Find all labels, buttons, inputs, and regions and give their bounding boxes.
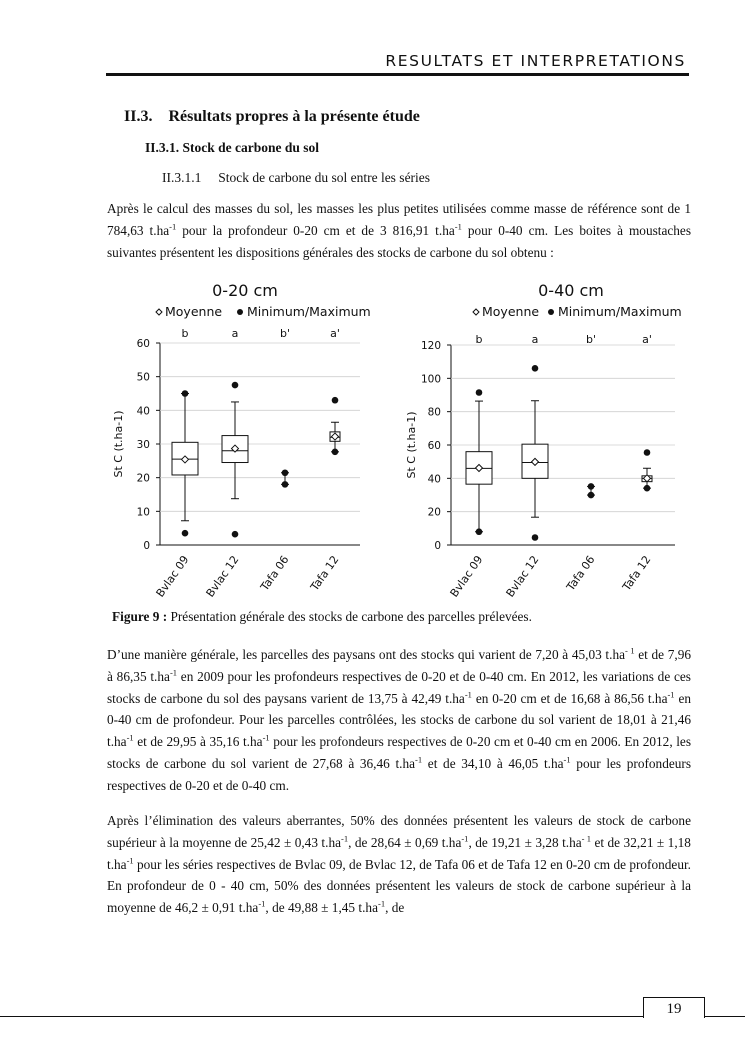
chart-title: 0-20 cm (212, 281, 278, 300)
y-tick-label: 40 (136, 405, 150, 418)
max-point (476, 389, 483, 396)
legend-mean-marker (473, 309, 479, 315)
min-point (532, 534, 539, 541)
min-point (588, 492, 595, 499)
boxplot-chart-0-40cm (403, 280, 693, 605)
figure-caption: Figure 9 : Présentation générale des stocks de carbone des parcelles prélevées. (112, 609, 532, 624)
significance-letter: a' (330, 327, 340, 340)
category-label: Tafa 12 (620, 553, 654, 594)
legend-minmax-label: Minimum/Maximum (558, 304, 682, 319)
significance-letter: b (181, 327, 189, 340)
y-tick-label: 20 (136, 472, 150, 485)
legend-mean-label: Moyenne (165, 304, 223, 319)
section-heading: II.3. Résultats propres à la présente étude (124, 108, 420, 125)
intro-paragraph: Après le calcul des masses du sol, les masses les plus petites utilisées comme masse de référence sont de 1 784,63 $t.ha^{-1}$ pour la profondeur 0-20 cm et de 3 816,91 $t.ha^{-1}$ pour 0-40 cm. Les boites à moustaches suivantes présentent les dispositions générales des stocks de carbone du sol obtenu : (107, 201, 692, 260)
min-point (232, 531, 239, 538)
y-tick-label: 60 (136, 338, 150, 350)
max-point (332, 397, 339, 404)
results-paragraph: D’une manière générale, les parcelles des paysans ont des stocks qui varient de 7,20 à 45,03 $t.ha^{- 1}$ et de 7,96 à 86,35 $t.ha^{-1}$ en 2009 pour les profondeurs respectives de 0-20 et de 0-40 cm. En 2012, les variations de ces stocks de carbone du sol des paysans varient de 13,75 à 42,49 $t.ha^{-1}$ en 0-20 cm et de 16,68 à 86,56 $t.ha^{-1}$ en 0-40 cm de profondeur. Pour les parcelles contrôlées, les stocks de carbone du sol varient de 18,01 à 21,46 $t.ha^{-1}$ et de 29,95 à 35,16 $t.ha^{-1}$ pour les profondeurs respectives de 0-20 cm et 0-40 cm en 2006. En 2012, les stocks de carbone du sol varient de 27,68 à 36,46 $t.ha^{-1}$ et de 34,10 à 46,05 $t.ha^{-1}$ pour les profondeurs respectives de 0-20 et de 0-40 cm. (107, 645, 692, 793)
category-label: Bvlac 09 (447, 553, 486, 600)
subsubsection-heading: II.3.1.1 Stock de carbone du sol entre les séries (162, 170, 431, 185)
category-label: Bvlac 12 (203, 553, 242, 600)
significance-letter: a (231, 327, 239, 340)
significance-letter: a' (642, 333, 652, 346)
category-label: Bvlac 09 (153, 553, 192, 600)
legend-minmax-label: Minimum/Maximum (247, 304, 371, 319)
max-point (644, 449, 651, 456)
boxplot-chart-0-20cm (110, 280, 390, 605)
header-rule (106, 73, 689, 76)
y-tick-label: 80 (427, 406, 441, 419)
category-label: Tafa 06 (564, 553, 598, 594)
significance-letter: b' (585, 333, 597, 346)
category-label: Bvlac 12 (503, 553, 542, 600)
running-header: RESULTATS ET INTERPRETATIONS (385, 52, 686, 70)
subsection-heading: II.3.1. Stock de carbone du sol (145, 140, 320, 155)
min-point (282, 481, 289, 488)
y-tick-label: 120 (420, 340, 441, 352)
y-tick-label: 50 (136, 371, 150, 384)
max-point (532, 365, 539, 372)
max-point (182, 390, 189, 397)
significance-letter: b (475, 333, 483, 346)
legend-mean-marker (156, 309, 162, 315)
y-tick-label: 0 (143, 540, 150, 552)
min-point (476, 528, 483, 535)
y-tick-label: 40 (427, 473, 441, 486)
y-tick-label: 60 (427, 440, 441, 452)
footer-rule (0, 1016, 745, 1017)
legend-minmax-marker (237, 309, 243, 315)
outliers-paragraph: Après l’élimination des valeurs aberrantes, 50% des données présentent les valeurs de stock de carbone supérieur à la moyenne de 25,42 ± 0,43 $t.ha^{-1}$, de 28,64 ± 0,69 $t.ha^{-1}$, de 19,21 ± 3,28 $t.ha^{- 1}$ et de 32,21 ± 1,18 $t.ha^{-1}$ pour les séries respectives de Bvlac 09, de Bvlac 12, de Tafa 06 et de Tafa 12 en 0-20 cm de profondeur. En profondeur de 0 - 40 cm, 50% des données présentent les valeurs de stock de carbone supérieur à la moyenne de 46,2 ± 0,91 $t.ha^{-1}$, de 49,88 ± 1,45 $t.ha^{-1}$, de (107, 813, 691, 916)
chart-0-40cm-svg (403, 280, 693, 600)
category-label: Tafa 12 (308, 553, 342, 594)
y-axis-label: St C (t.ha-1) (405, 411, 418, 479)
max-point (232, 382, 239, 389)
y-tick-label: 0 (434, 540, 441, 552)
y-tick-label: 30 (136, 439, 150, 451)
page-number: 19 (643, 997, 705, 1018)
category-label: Tafa 06 (258, 553, 292, 594)
min-point (182, 530, 189, 537)
max-point (282, 469, 289, 476)
chart-title: 0-40 cm (538, 281, 604, 300)
max-point (588, 483, 595, 490)
significance-letter: a (531, 333, 539, 346)
legend-minmax-marker (548, 309, 554, 315)
y-tick-label: 10 (136, 506, 150, 519)
significance-letter: b' (279, 327, 291, 340)
chart-0-20cm-svg (110, 280, 390, 600)
y-tick-label: 100 (420, 373, 441, 386)
min-point (644, 485, 651, 492)
y-tick-label: 20 (427, 506, 441, 519)
min-point (332, 449, 339, 456)
y-axis-label: St C (t.ha-1) (112, 410, 125, 478)
legend-mean-label: Moyenne (482, 304, 540, 319)
